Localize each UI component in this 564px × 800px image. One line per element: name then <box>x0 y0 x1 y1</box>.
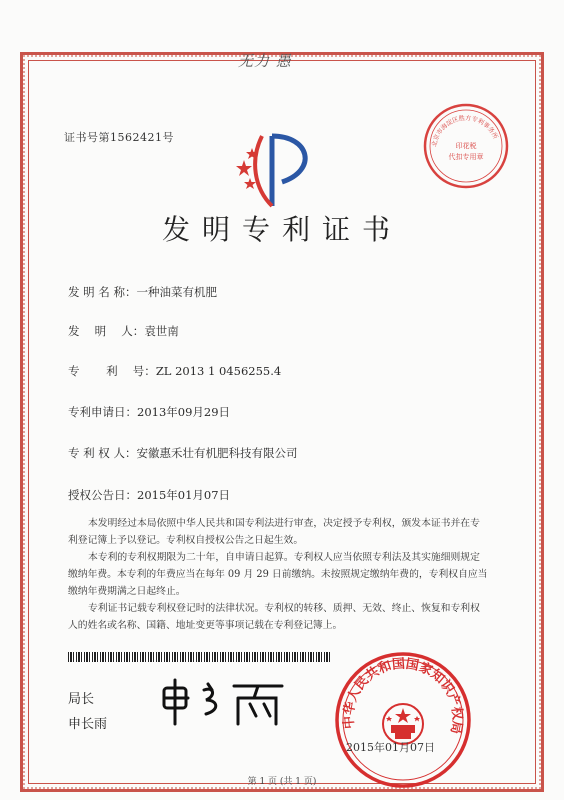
grant-date-label: 授权公告日： <box>68 488 137 502</box>
national-emblem-icon <box>383 704 423 744</box>
director-name: 申长雨 <box>68 717 108 732</box>
stamp-outer-text: 北京市海淀区胜方专利事务所 <box>431 114 499 148</box>
handwritten-note: 无力 愚 <box>238 52 292 70</box>
patentee-value: 安徽惠禾壮有机肥科技有限公司 <box>136 446 298 460</box>
stamp-line-1: 印花税 <box>455 142 477 150</box>
certificate-title: 发明专利证书 <box>161 213 402 246</box>
patent-number-label: 专 利 号： <box>68 364 156 378</box>
tax-stamp <box>422 102 510 190</box>
body-paragraph-2: 本专利的专利权期限为二十年，自申请日起算。专利权人应当依照专利法及其实施细则规定缴纳年费。本专利的年费应当在每年 09 月 29 日前缴纳。未按照规定缴纳年费的，专利权自应当缴纳年费期满之日起终止。 <box>68 552 488 597</box>
inventor-value: 袁世南 <box>144 324 179 338</box>
director-signature <box>158 676 288 728</box>
grant-date-value: 2015年01月07日 <box>137 488 231 502</box>
filing-date-label: 专利申请日： <box>68 405 137 419</box>
invention-name-row <box>68 284 217 300</box>
sipo-logo-icon <box>232 130 324 208</box>
filing-date-row <box>68 404 230 420</box>
page-footer: 第 1 页 (共 1 页) <box>247 777 317 787</box>
grant-date-row <box>68 487 230 503</box>
national-ip-seal <box>333 650 473 790</box>
body-paragraph-3: 专利证书记载专利权登记时的法律状况。专利权的转移、质押、无效、终止、恢复和专利权人的姓名或名称、国籍、地址变更等事项记载在专利登记簿上。 <box>68 603 480 631</box>
inventor-row <box>68 323 179 339</box>
invention-name-value: 一种油菜有机肥 <box>136 285 217 299</box>
barcode <box>68 652 330 662</box>
body-paragraph-1: 本发明经过本局依照中华人民共和国专利法进行审查，决定授予专利权，颁发本证书并在专利登记簿上予以登记。专利权自授权公告之日起生效。 <box>68 518 480 546</box>
director-role: 局长 <box>68 692 95 707</box>
seal-date: 2015年01月07日 <box>346 741 435 754</box>
patentee-label: 专 利 权 人： <box>68 446 137 460</box>
patent-number-value: ZL 2013 1 0456255.4 <box>155 364 282 378</box>
seal-text: 中华人民共和国国家知识产权局 <box>341 656 465 735</box>
stamp-line-2: 代扣专用章 <box>448 153 484 161</box>
filing-date-value: 2013年09月29日 <box>137 405 231 419</box>
certificate-number: 证书号第1562421号 <box>64 131 174 144</box>
patentee-row <box>68 445 297 461</box>
certificate-body <box>68 515 488 634</box>
invention-name-label: 发 明 名 称： <box>68 285 137 299</box>
inventor-label: 发 明 人： <box>68 324 145 338</box>
patent-number-row <box>68 363 281 379</box>
